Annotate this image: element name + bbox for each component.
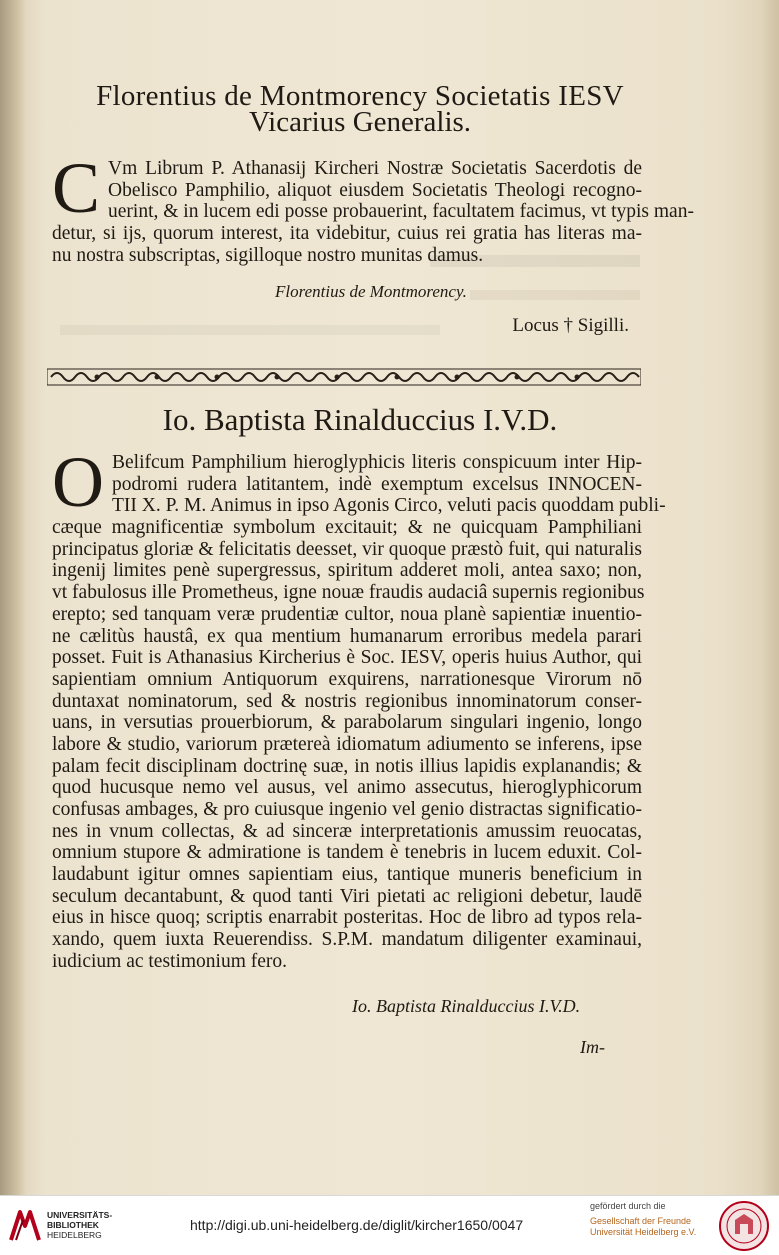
text-line: seculum decantabunt, & quod tanti Viri pietati ac religioni debetur, laudē bbox=[52, 885, 642, 907]
library-logo-icon[interactable] bbox=[8, 1206, 42, 1244]
text-line: detur, si ijs, quorum interest, ita videbitur, cuius rei gratia has literas ma- bbox=[52, 223, 642, 245]
text-line: principatus gloriæ & felicitatis deesset, vir quoque præstò fuit, qui naturalis bbox=[52, 538, 642, 560]
text-line: laudabunt igitur omnes sapientiam eius, tantique muneris beneficium in bbox=[52, 864, 642, 886]
permalink-url[interactable]: http://digi.ub.uni-heidelberg.de/diglit/kircher1650/0047 bbox=[190, 1217, 524, 1233]
section-title: Io. Baptista Rinalduccius I.V.D. bbox=[162, 402, 558, 437]
signature: Florentius de Montmorency. bbox=[275, 282, 467, 301]
seal-door bbox=[740, 1224, 748, 1234]
censor-paragraph bbox=[52, 442, 666, 973]
text-line: uans, in versutias prouerbiorum, & parabolarum singulari ingenio, longo bbox=[52, 712, 642, 734]
page-edge bbox=[761, 0, 779, 1195]
text-line: labore & studio, variorum prætereà idiomatum adiumento se inferens, ipse bbox=[52, 733, 642, 755]
text-line: palam fecit disciplinam doctrinę suæ, in notis illius lapidis explanandis; & bbox=[52, 755, 642, 777]
library-line: BIBLIOTHEK bbox=[47, 1220, 99, 1230]
text-line: iudicium ac testimonium fero. bbox=[52, 950, 288, 972]
text-line: Obelisco Pamphilio, aliquot eiusdem Societatis Theologi recogno- bbox=[108, 179, 642, 201]
text-line: Belifcum Pamphilium hieroglyphicis literis conspicuum inter Hip- bbox=[112, 452, 642, 473]
text-line: Vm Librum P. Athanasij Kircheri Nostræ Societatis Sacerdotis de bbox=[108, 158, 642, 179]
text-line: confusas ambages, & pro cuiusque ingenio vel genio distractas significatio- bbox=[52, 799, 642, 820]
page-title: Florentius de Montmorency Societatis IESV bbox=[96, 80, 624, 112]
ornament-scrolls bbox=[51, 373, 639, 381]
text-line: omnium stupore & admiratione is tandem è tenebris in lucem eduxit. Col- bbox=[52, 842, 642, 864]
sponsor-credit[interactable] bbox=[590, 1201, 710, 1238]
library-line: HEIDELBERG bbox=[47, 1230, 102, 1240]
sponsor-lead: gefördert durch die bbox=[590, 1201, 666, 1211]
text-line: duntaxat nominatorum, sed & nostris regionibus innominatorum conser- bbox=[52, 690, 642, 712]
text-line: xando, quem iuxta Reuerendiss. S.P.M. mandatum diligenter examinaui, bbox=[52, 929, 642, 951]
library-name[interactable] bbox=[47, 1210, 112, 1240]
logo-mark bbox=[11, 1212, 39, 1240]
text-line: TII X. P. M. Animus in ipso Agonis Circo, veluti pacis quoddam publi- bbox=[112, 495, 666, 517]
text-line: cæque magnificentiæ symbolum excitauit; & ne quicquam Pamphiliani bbox=[52, 517, 642, 539]
bleed-through bbox=[470, 290, 640, 300]
text-line: sapientiam omnium Antiquorum exquirens, narrationesque Virorum nō bbox=[52, 668, 642, 690]
library-line: UNIVERSITÄTS- bbox=[47, 1210, 113, 1220]
text-line: ingenij limites penè supergressus, spiritum adderet moli, antea saxo; non, bbox=[52, 560, 642, 582]
sponsor-org: Gesellschaft der Freunde bbox=[590, 1216, 692, 1226]
page-subtitle: Vicarius Generalis. bbox=[248, 106, 472, 138]
text-line: erepto; sed tanquam veræ prudentiæ cultor, noua planè sapientiæ inuentio- bbox=[52, 603, 642, 625]
text-line: eius in hisce quoq; scriptis enarrabit posteritas. Hoc de libro ad typos rela- bbox=[52, 907, 642, 929]
text-line: vt fabulosus ille Prometheus, igne nouæ fraudis audaciâ supernis regionibus bbox=[52, 582, 645, 604]
catchword: Im- bbox=[580, 1037, 605, 1057]
drop-cap: O bbox=[52, 442, 104, 522]
sponsor-org: Universität Heidelberg e.V. bbox=[590, 1227, 697, 1237]
text-line: podromi rudera latitantem, indè exemptum excelsus INNOCEN- bbox=[112, 473, 642, 495]
text-line: quod hucusque nemo vel ausus, vel animo assecutus, hieroglyphicorum bbox=[52, 777, 642, 799]
seal-note: Locus † Sigilli. bbox=[512, 315, 629, 336]
viewer-footer bbox=[0, 1195, 779, 1255]
page-gutter bbox=[0, 0, 26, 1195]
university-seal-icon[interactable] bbox=[718, 1200, 770, 1252]
drop-cap: C bbox=[52, 148, 101, 228]
text-line: nes in vnum collectas, & ad sinceræ interpretationis amussim reuocatas, bbox=[52, 820, 642, 842]
text-line: ne cælitùs haustâ, ex qua mentium humanarum erroribus medela parari bbox=[52, 625, 642, 647]
ornament-band bbox=[47, 366, 641, 388]
bleed-through bbox=[60, 325, 440, 335]
text-line: uerint, & in lucem edi posse probauerint, facultatem facimus, vt typis man- bbox=[108, 201, 694, 223]
signature: Io. Baptista Rinalduccius I.V.D. bbox=[352, 996, 581, 1016]
text-line: posset. Fuit is Athanasius Kircherius è Soc. IESV, operis huius Author, qui bbox=[52, 647, 642, 669]
approval-paragraph bbox=[52, 148, 694, 266]
text-line: nu nostra subscriptas, sigilloque nostro munitas damus. bbox=[52, 244, 484, 266]
